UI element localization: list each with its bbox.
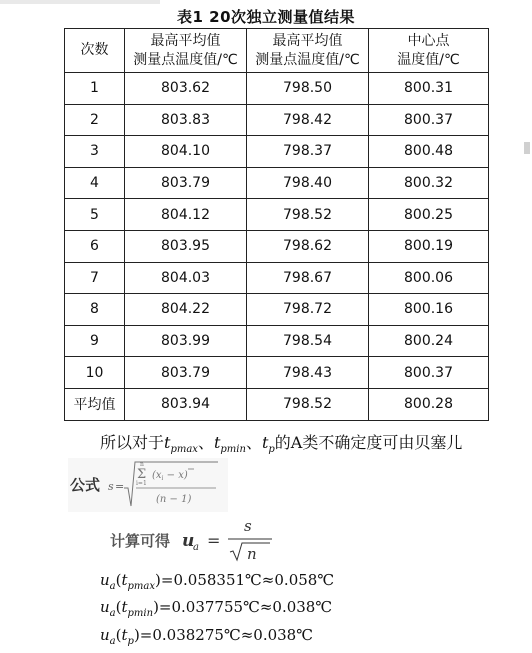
para-sub-p: p xyxy=(268,444,275,456)
value-cell: 798.62 xyxy=(247,230,369,262)
para-suffix: 的A类不确定度可由贝塞儿 xyxy=(274,433,463,452)
calc-eq: = xyxy=(207,531,221,550)
para-sub-pmax: pmax xyxy=(170,444,198,456)
header-count: 次数 xyxy=(65,29,125,73)
table-row xyxy=(65,294,489,326)
calc-formula-image xyxy=(106,514,286,564)
value-cell: 800.25 xyxy=(369,199,489,231)
table-row xyxy=(65,73,489,105)
value-cell: 798.72 xyxy=(247,294,369,326)
value-cell: 798.40 xyxy=(247,167,369,199)
value-cell: 804.12 xyxy=(125,199,247,231)
table-body xyxy=(65,73,489,421)
row-label-cell: 5 xyxy=(65,199,125,231)
table-row xyxy=(65,136,489,168)
row-label-cell: 4 xyxy=(65,167,125,199)
formula-label: 公式 xyxy=(70,476,101,494)
value-cell: 798.50 xyxy=(247,73,369,105)
value-cell: 798.42 xyxy=(247,104,369,136)
para-t3: t xyxy=(261,433,269,452)
row-label-cell: 7 xyxy=(65,262,125,294)
edge-mark xyxy=(524,142,530,154)
row-label-cell: 10 xyxy=(65,357,125,389)
calc-a: a xyxy=(193,542,199,553)
formula-eq: = xyxy=(115,480,125,493)
value-cell: 800.06 xyxy=(369,262,489,294)
table-row xyxy=(65,357,489,389)
formula-s: s xyxy=(108,480,114,493)
table-header-row xyxy=(65,29,489,73)
row-label-cell: 2 xyxy=(65,104,125,136)
para-sep1: 、 xyxy=(197,433,214,452)
formula-term: $(x_i - x)$ xyxy=(152,470,188,482)
value-cell: 798.52 xyxy=(247,388,369,420)
value-cell: 803.95 xyxy=(125,230,247,262)
para-t1: t xyxy=(164,433,171,452)
value-cell: 803.62 xyxy=(125,73,247,105)
header-center: 中心点 温度值/℃ xyxy=(369,29,489,73)
table-row xyxy=(65,230,489,262)
bessel-formula-image xyxy=(68,458,228,512)
sum-sign: Σ xyxy=(137,467,147,482)
calc-denominator: n xyxy=(247,545,257,563)
value-cell: 800.32 xyxy=(369,167,489,199)
table-caption: 表1 20次独立测量值结果 xyxy=(176,8,356,26)
value-cell: 803.83 xyxy=(125,104,247,136)
row-label-cell: 平均值 xyxy=(65,388,125,420)
formula-denominator: (n − 1) xyxy=(156,494,192,505)
value-cell: 800.28 xyxy=(369,388,489,420)
value-cell: 800.31 xyxy=(369,73,489,105)
explanation-paragraph xyxy=(100,430,462,455)
table-row xyxy=(65,325,489,357)
calc-u: u xyxy=(182,531,195,551)
sum-top: n xyxy=(140,461,144,468)
table-row xyxy=(65,104,489,136)
calc-label: 计算可得 xyxy=(110,532,171,550)
value-cell: 800.48 xyxy=(369,136,489,168)
para-sep2: 、 xyxy=(245,433,262,452)
value-cell: 804.03 xyxy=(125,262,247,294)
value-cell: 798.52 xyxy=(247,199,369,231)
value-cell: 798.54 xyxy=(247,325,369,357)
value-cell: 800.24 xyxy=(369,325,489,357)
row-label-cell: 1 xyxy=(65,73,125,105)
value-cell: 803.99 xyxy=(125,325,247,357)
calc-numerator: s xyxy=(244,517,252,535)
sum-bottom: i=1 xyxy=(136,480,147,487)
header-max-avg-1: 最高平均值 测量点温度值/℃ xyxy=(125,29,247,73)
row-label-cell: 8 xyxy=(65,294,125,326)
value-cell: 803.79 xyxy=(125,167,247,199)
value-cell: 804.10 xyxy=(125,136,247,168)
result-p: $u_a(t_p)=0.038275℃\approx 0.038℃$ xyxy=(100,626,314,647)
value-cell: 803.79 xyxy=(125,357,247,389)
value-cell: 800.37 xyxy=(369,104,489,136)
value-cell: 798.43 xyxy=(247,357,369,389)
top-strip xyxy=(0,0,160,4)
table-row xyxy=(65,262,489,294)
value-cell: 800.19 xyxy=(369,230,489,262)
value-cell: 803.94 xyxy=(125,388,247,420)
para-prefix: 所以对于 xyxy=(100,433,165,452)
bessel-formula-svg xyxy=(68,458,228,512)
header-max-avg-2: 最高平均值 测量点温度值/℃ xyxy=(247,29,369,73)
table-row xyxy=(65,167,489,199)
row-label-cell: 3 xyxy=(65,136,125,168)
table-row xyxy=(65,199,489,231)
calc-formula-svg xyxy=(106,514,286,564)
row-label-cell: 9 xyxy=(65,325,125,357)
results-table xyxy=(64,28,489,421)
table-row xyxy=(65,388,489,420)
value-cell: 804.22 xyxy=(125,294,247,326)
value-cell: 798.37 xyxy=(247,136,369,168)
result-pmax: $u_a(t_{pmax})=0.058351℃\approx 0.058℃$ xyxy=(100,571,335,592)
value-cell: 800.37 xyxy=(369,357,489,389)
para-sub-pmin: pmin xyxy=(220,444,246,456)
row-label-cell: 6 xyxy=(65,230,125,262)
result-pmin: $u_a(t_{pmin})=0.037755℃\approx 0.038℃$ xyxy=(100,598,333,619)
value-cell: 800.16 xyxy=(369,294,489,326)
para-t2: t xyxy=(213,433,221,452)
value-cell: 798.67 xyxy=(247,262,369,294)
